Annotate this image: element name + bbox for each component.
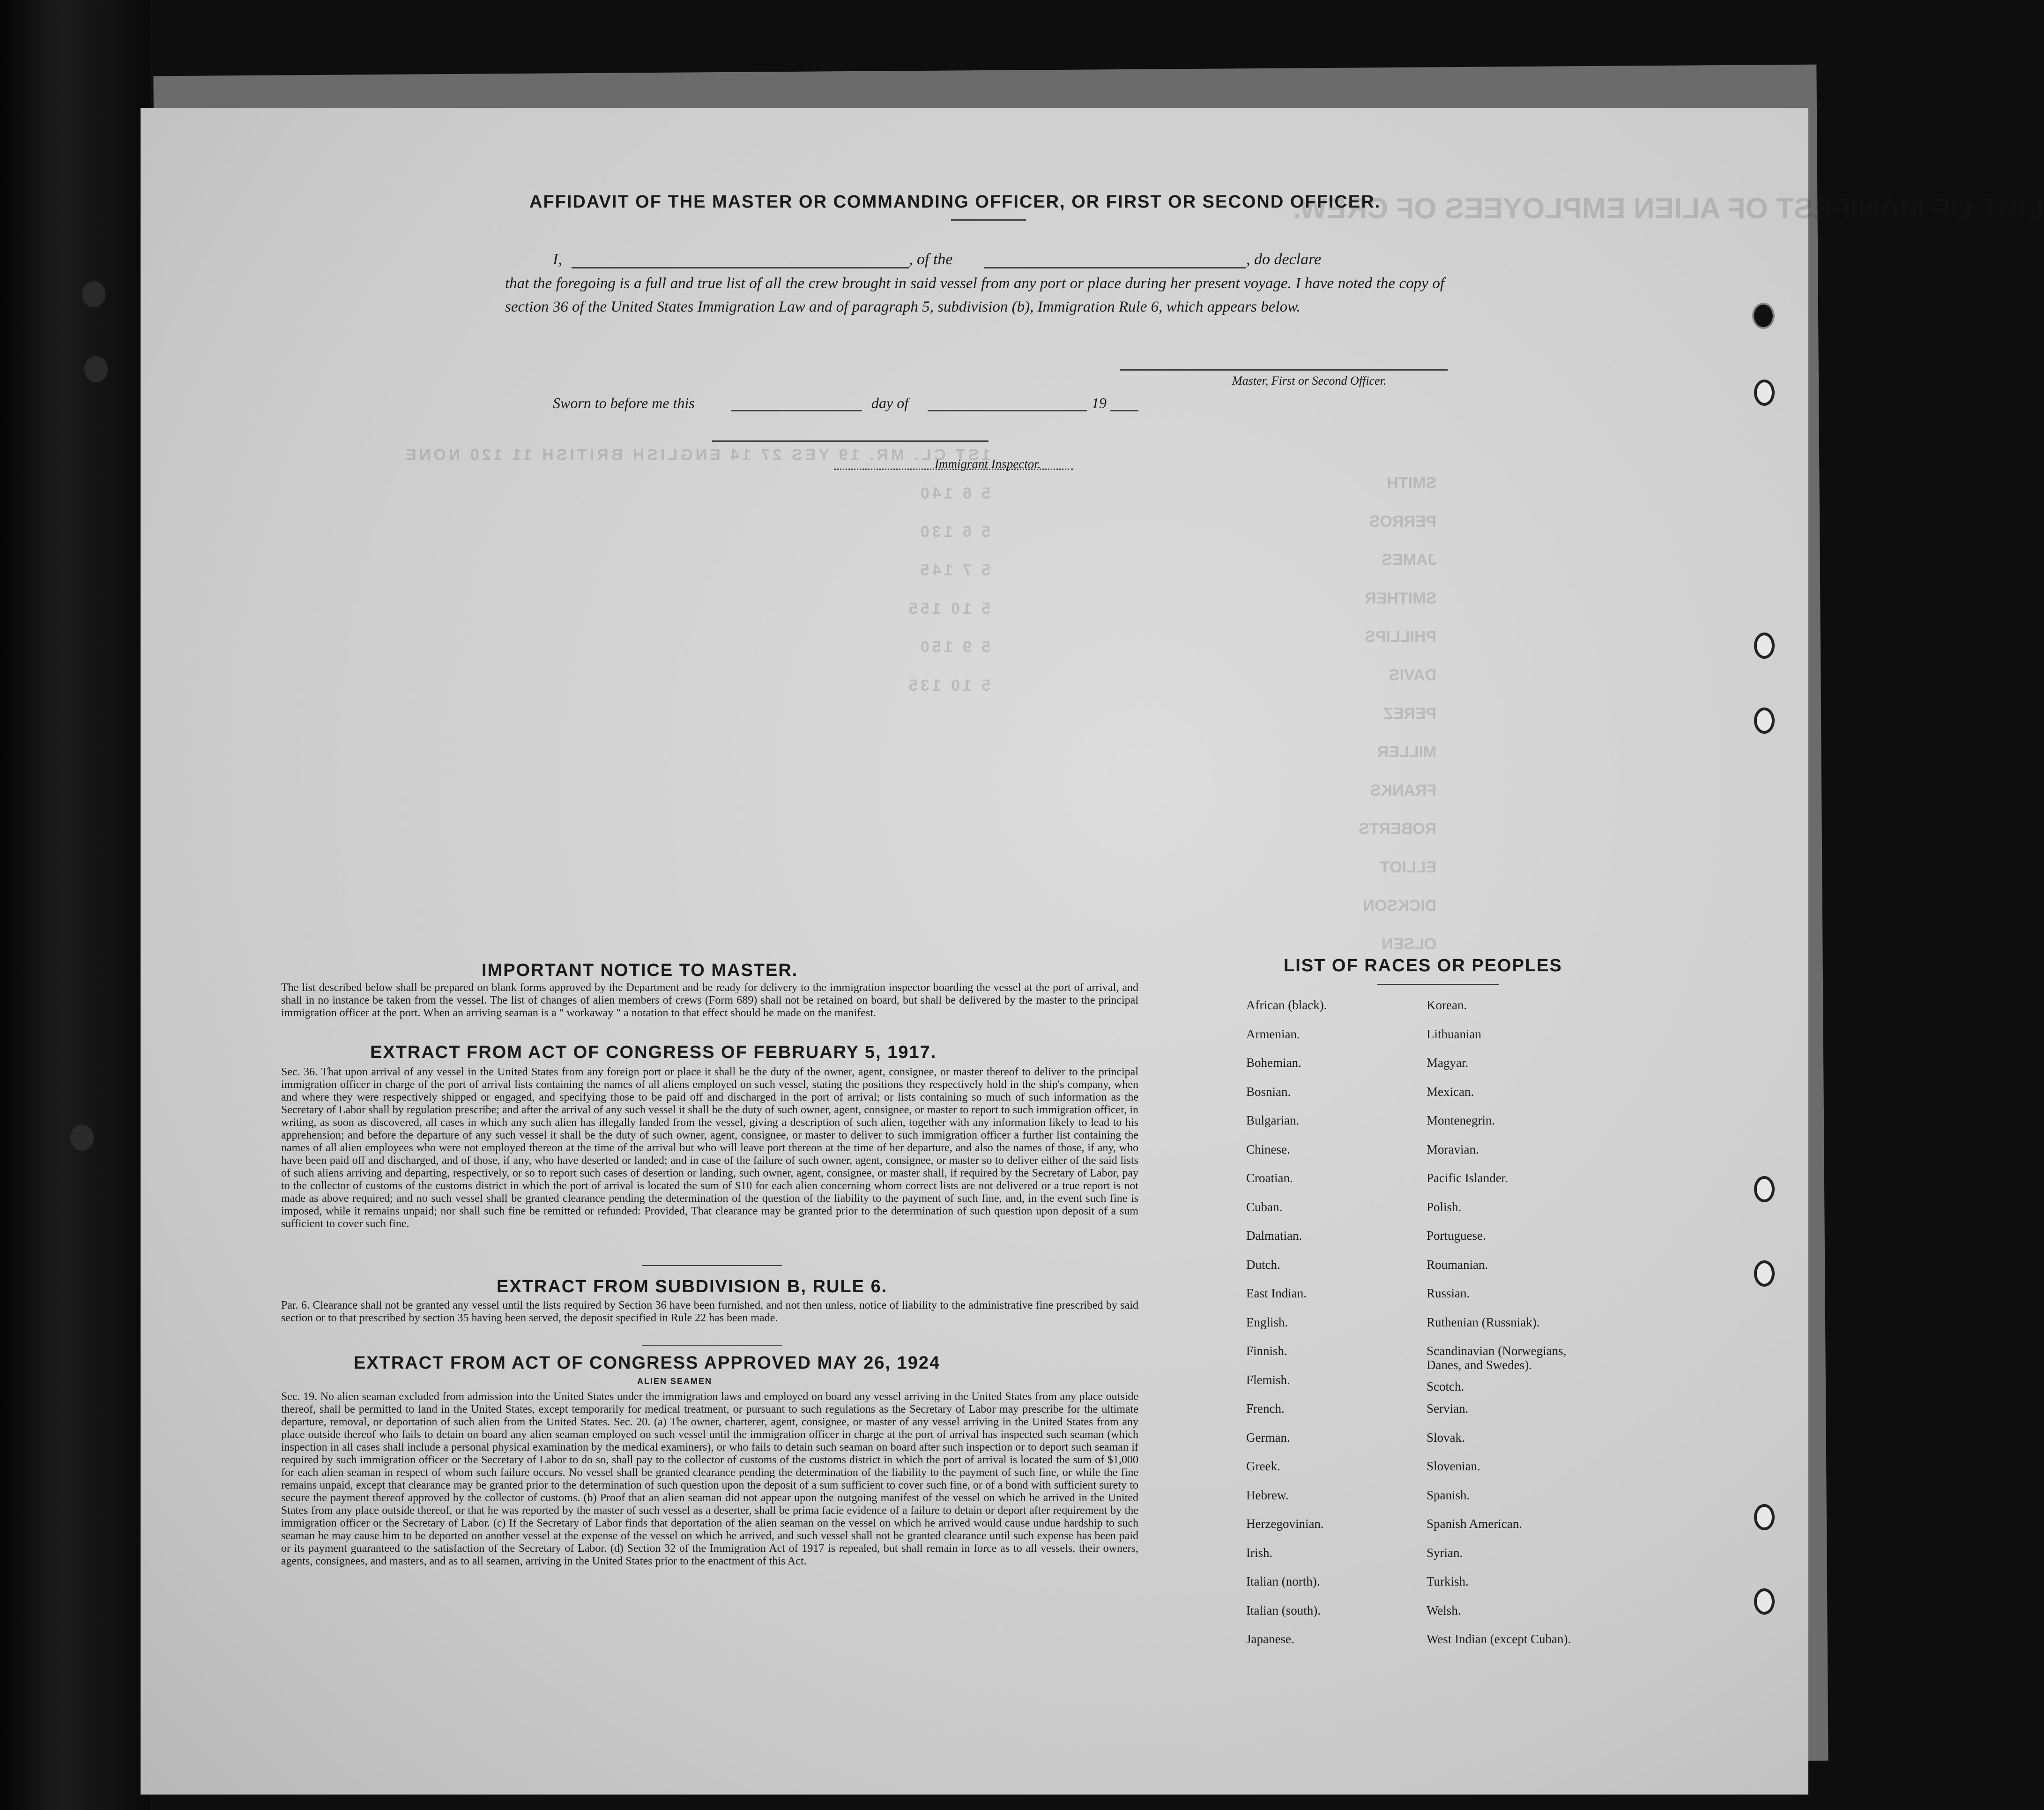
extract-rule6-title: EXTRACT FROM SUBDIVISION B, RULE 6. [497, 1277, 888, 1296]
race-item: Syrian. [1427, 1545, 1463, 1560]
race-item: Moravian. [1427, 1142, 1479, 1156]
race-item: Korean. [1427, 998, 1467, 1012]
race-item: Russian. [1427, 1286, 1470, 1300]
race-item: Bulgarian. [1246, 1113, 1300, 1127]
race-item: Herzegovinian. [1246, 1517, 1324, 1531]
race-item: Bosnian. [1246, 1084, 1291, 1099]
race-item: Ruthenian (Russniak). [1427, 1315, 1540, 1329]
punch-hole [1752, 303, 1775, 329]
race-item: French. [1246, 1401, 1285, 1415]
extract-1917-body: Sec. 36. That upon arrival of any vessel in the United States from any foreign port or place it shall be the duty of the owner, agent, consignee, or master thereof to deliver to the principal immigration officer in charge of the port of arrival lists containing the names of all aliens employed on such vessel, stating the positions they respectively hold in the ship's company, when and where they were respectively shipped or engaged, and specifying those to be paid off and discharged in the port of arrival; or lists containing so much of such information as the Secretary of Labor shall by regulation prescribe; and after the arrival of any such vessel it shall be the duty of such owner, agent, consignee, or master to report to such immigration officer, in writing, as soon as discovered, all cases in which any such alien has illegally landed from the vessel, giving a description of such alien, together with any information likely to lead to his apprehension; and before the departure of any such vessel it shall be the duty of such owner, agent, consignee, or master to deliver to such immigration officer a further list containing the names of all alien employees who were not employed thereon at the time of the arrival but who will leave port thereon at the time of her departure, and also the names of those, if any, who have been paid off and discharged, and of those, if any, who have deserted or landed; and in case of the failure of such owner, agent, consignee, or master so to deliver either of the said lists of such aliens arriving and departing, respectively, or so to report such cases of desertion or landing, such owner, agent, consignee, or master shall, if required by the Secretary of Labor, pay to the collector of customs of the customs district in which the port of arrival is located the sum of $10 for each alien concerning whom correct lists are not delivered or a true report is not made as above required; and no such vessel shall be granted clearance pending the determination of the question of the liability to the payment of such fine, and, in the event such fine is imposed, while it remains unpaid; nor shall such fine be remitted or refunded: Provided, That clearance may be granted prior to the determination of such question upon deposit of a sum sufficient to cover such fine. [281, 1066, 1138, 1230]
extract-1917-title: EXTRACT FROM ACT OF CONGRESS OF FEBRUARY 5, 1917. [370, 1043, 937, 1062]
race-item: Scotch. [1427, 1379, 1464, 1393]
race-item: Armenian. [1246, 1027, 1300, 1041]
race-item: Dalmatian. [1246, 1229, 1302, 1243]
races-underline [1377, 984, 1499, 985]
punch-hole [1754, 633, 1775, 659]
binder-hole [70, 1125, 94, 1151]
race-item: Italian (south). [1246, 1603, 1321, 1617]
race-item: Turkish. [1427, 1574, 1469, 1588]
title-underline [951, 219, 1026, 221]
section-divider [642, 1265, 782, 1266]
punch-hole [1754, 1504, 1775, 1530]
race-item: Polish. [1427, 1199, 1462, 1214]
race-item: Finnish. [1246, 1344, 1287, 1358]
punch-hole [1754, 1260, 1775, 1287]
race-item: Magyar. [1427, 1056, 1469, 1070]
race-item: West Indian (except Cuban). [1427, 1632, 1571, 1646]
document-page [141, 108, 2044, 1795]
punch-hole [1754, 1588, 1775, 1615]
bleed-through-numbers: 1ST CL. MR. 19 YES 27 14 ENGLISH BRITISH 11 120 NONE 5 6 140 5 6 130 5 7 145 5 10 155 5 9 150 5 10 135 [403, 446, 991, 694]
extract-1924-subtitle: ALIEN SEAMEN [637, 1377, 713, 1386]
inspector-blank-1 [712, 440, 989, 442]
sworn-label: Sworn to before me this [553, 395, 695, 411]
race-item: Servian. [1427, 1401, 1469, 1415]
race-item: Lithuanian [1427, 1027, 1481, 1041]
affidavit-body: that the foregoing is a full and true list of all the crew brought in said vessel from any port or place during her present voyage. I have noted the copy of section 36 of the United States Immigration Law and of paragraph 5, subdivision (b), Immigration Rule 6, which appears below. [505, 275, 1444, 315]
race-item: Portuguese. [1427, 1229, 1486, 1243]
race-item: Flemish. [1246, 1372, 1290, 1387]
race-item: Slovak. [1427, 1430, 1465, 1445]
race-item: Italian (north). [1246, 1574, 1320, 1588]
race-item: English. [1246, 1315, 1288, 1329]
signature-caption: Master, First or Second Officer. [1232, 374, 1387, 387]
name-blank [572, 267, 909, 268]
races-right-column [1427, 998, 1571, 1661]
vessel-blank [984, 267, 1246, 268]
sworn-day-blank [731, 410, 862, 411]
section-divider [642, 1345, 782, 1346]
punch-hole [1754, 380, 1775, 406]
race-item: Pacific Islander. [1427, 1171, 1508, 1185]
extract-rule6-body: Par. 6. Clearance shall not be granted any vessel until the lists required by Section 36 have been furnished, and not then unless, notice of liability to the administrative fine prescribed by said section or to that prescribed by section 35 having been served, the deposit specified in Rule 22 has been made. [281, 1299, 1138, 1324]
race-item: Slovenian. [1427, 1459, 1480, 1473]
race-item: Montenegrin. [1427, 1113, 1495, 1127]
race-item: Hebrew. [1246, 1488, 1289, 1502]
race-item: Spanish. [1427, 1488, 1470, 1502]
race-item: Roumanian. [1427, 1257, 1488, 1272]
race-item: African (black). [1246, 998, 1327, 1012]
punch-hole [1754, 708, 1775, 734]
race-item: Spanish American. [1427, 1517, 1522, 1531]
binder-hole [84, 356, 108, 382]
affidavit-i: I, [553, 251, 562, 268]
race-item: Scandinavian (Norwegians, Danes, and Swedes). [1427, 1344, 1567, 1372]
binder-hole [82, 281, 105, 307]
bleed-through-heading: LIST OF MANIFEST OF ALIEN EMPLOYEES OF CREW. [1293, 193, 2044, 225]
race-item: Welsh. [1427, 1603, 1461, 1617]
race-item: Irish. [1246, 1545, 1273, 1560]
race-item: Greek. [1246, 1459, 1280, 1473]
extract-1924-title: EXTRACT FROM ACT OF CONGRESS APPROVED MAY 26, 1924 [354, 1353, 941, 1373]
race-item: German. [1246, 1430, 1290, 1445]
affidavit-of-the: , of the [909, 251, 953, 268]
race-item: Croatian. [1246, 1171, 1293, 1185]
punch-hole [1754, 1176, 1775, 1202]
inspector-caption: Immigrant Inspector. [935, 457, 1041, 471]
bleed-through-column: SMITH PERROS JAMES SMITHER PHILLIPS DAVIS PEREZ MILLER FRANKS ROBERTS ELLIOT DICKSON OLSEN [1359, 474, 1437, 953]
year-label: 19 [1092, 395, 1107, 411]
affidavit-title: AFFIDAVIT OF THE MASTER OR COMMANDING OFFICER, OR FIRST OR SECOND OFFICER. [529, 192, 1381, 212]
day-of-label: day of [871, 395, 909, 411]
binding-edge [0, 0, 150, 1810]
year-blank [1110, 410, 1138, 411]
signature-blank [1120, 369, 1448, 371]
notice-title: IMPORTANT NOTICE TO MASTER. [482, 961, 798, 980]
month-blank [928, 410, 1087, 411]
affidavit-do-declare: , do declare [1246, 251, 1322, 268]
race-item: Mexican. [1427, 1084, 1474, 1099]
extract-1924-body: Sec. 19. No alien seaman excluded from admission into the United States under the immigration laws and employed on board any vessel arriving in the United States from any place outside thereof, shall be permitted to land in the United States, except temporarily for medical treatment, or pursuant to such regulations as the Secretary of Labor may prescribe for the ultimate departure, removal, or deportation of such alien from the United States. Sec. 20. (a) The owner, charterer, agent, consignee, or master of any vessel arriving in the United States from any place outside thereof who fails to detain on board any alien seaman employed on such vessel until the immigration officer in charge at the port of arrival has inspected such seaman (which inspection in all cases shall include a personal physical examination by the medical examiners), or who fails to detain such seaman on board after such inspection or to deport such seaman if required by such immigration officer or the Secretary of Labor to do so, shall pay to the collector of customs of the customs district in which the port of arrival is located the sum of $1,000 for each alien seaman in respect of whom such failure occurs. No vessel shall be granted clearance pending the determination of the liability to the payment of such fine, or while the fine remains unpaid, except that clearance may be granted prior to the determination of such question upon the deposit of a sum sufficient to cover such fine, or of a bond with sufficient surety to secure the payment thereof approved by the collector of customs. (b) Proof that an alien seaman did not appear upon the outgoing manifest of the vessel on which he arrived in the United States from any place outside thereof, or that he was reported by the master of such vessel as a deserter, shall be prima facie evidence of a failure to detain or deport after requirement by the immigration officer or the Secretary of Labor. (c) If the Secretary of Labor finds that deportation of the alien seaman on the vessel on which he arrived would cause undue hardship to such seaman he may cause him to be deported on another vessel at the expense of the vessel on which he arrived, and such vessel shall not be granted clearance until such expense has been paid or its payment guaranteed to the satisfaction of the Secretary of Labor. (d) Section 32 of the Immigration Act of 1917 is repealed, but shall remain in force as to all vessels, their owners, agents, consignees, and masters, and as to all seamen, arriving in the United States prior to the enactment of this Act. [281, 1391, 1138, 1567]
race-item: Bohemian. [1246, 1056, 1301, 1070]
race-item: East Indian. [1246, 1286, 1307, 1300]
notice-body: The list described below shall be prepared on blank forms approved by the Department and be ready for delivery to the immigration inspector boarding the vessel at the port of arrival, and shall in no instance be taken from the vessel. The list of changes of alien members of crews (Form 689) shall not be retained on board, but shall be delivered by the master to the principal immigration officer at the port. When an arriving seaman is a " workaway " a notation to that effect should be made on the manifest. [281, 982, 1138, 1019]
races-left-column [1246, 998, 1327, 1661]
races-title: LIST OF RACES OR PEOPLES [1284, 956, 1562, 976]
race-item: Japanese. [1246, 1632, 1294, 1646]
race-item: Dutch. [1246, 1257, 1280, 1272]
race-item: Cuban. [1246, 1199, 1283, 1214]
race-item: Chinese. [1246, 1142, 1290, 1156]
